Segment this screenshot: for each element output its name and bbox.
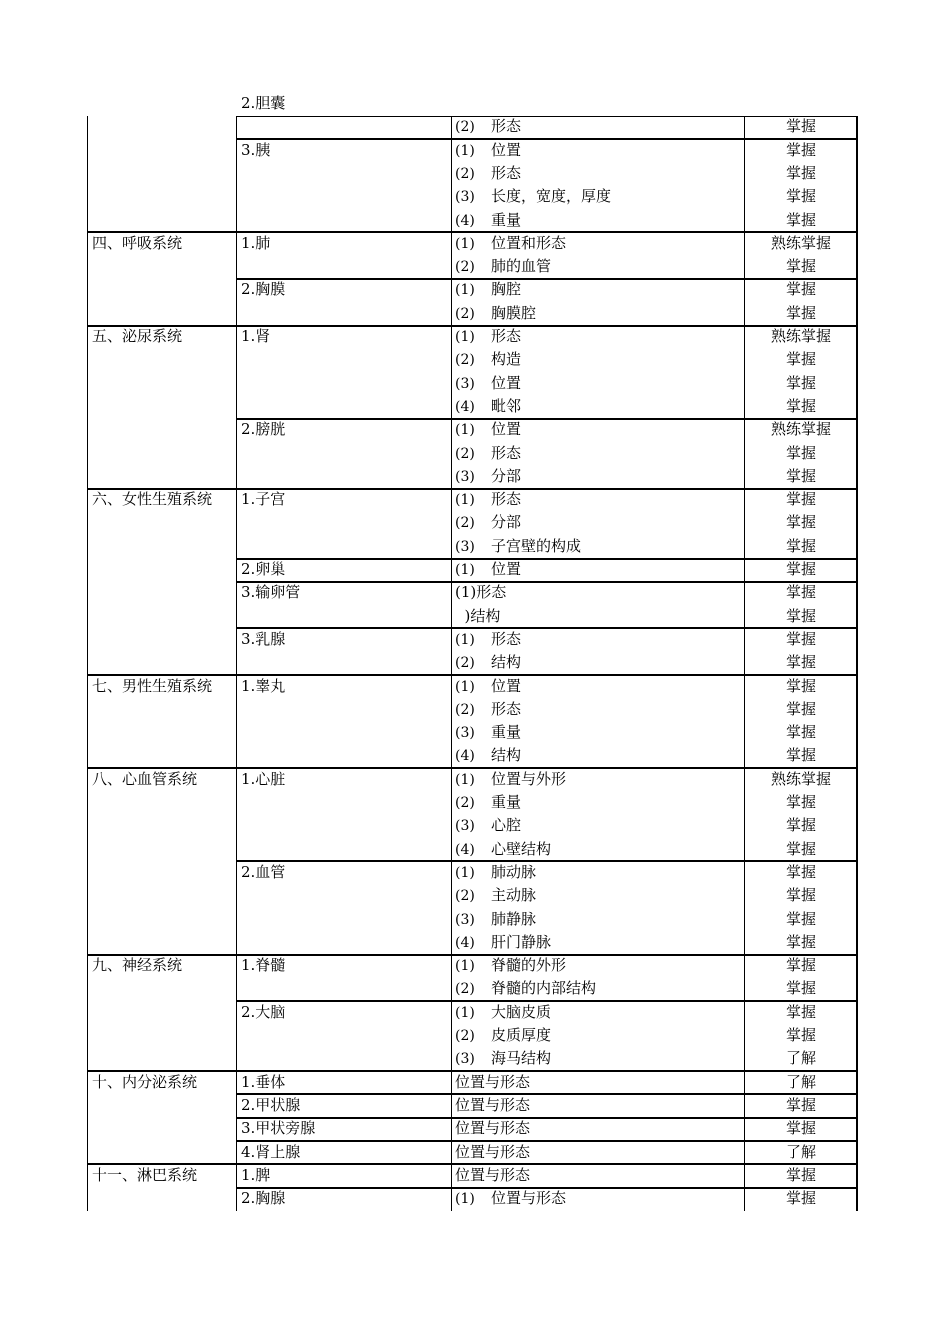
requirement-level: 掌握	[785, 373, 816, 392]
row-rule	[236, 1117, 858, 1119]
organ-label: 1.肾	[241, 327, 271, 345]
column-rule	[451, 116, 452, 1211]
requirement-level: 掌握	[785, 140, 816, 159]
content-item: (4) 毗邻	[455, 396, 522, 415]
content-item: (1) 位置	[455, 676, 522, 695]
requirement-level: 了解	[785, 1072, 816, 1091]
organ-label: 2.卵巢	[241, 560, 286, 578]
organ-label: 1.脾	[241, 1165, 271, 1184]
requirement-level: 掌握	[785, 979, 816, 998]
content-item: (2) 形态	[455, 699, 522, 718]
requirement-level: 掌握	[785, 303, 816, 322]
requirement-level: 掌握	[785, 396, 816, 415]
content-item: (2) 形态	[455, 117, 522, 136]
requirement-level: 掌握	[785, 1189, 816, 1208]
requirement-level: 掌握	[785, 350, 816, 369]
content-item: (2) 形态	[455, 163, 522, 182]
content-item: (1) 形态	[455, 327, 522, 345]
content-item: (2) 胸膜腔	[455, 303, 537, 322]
organ-label: 2.甲状腺	[241, 1095, 301, 1114]
system-label: 十一、淋巴系统	[92, 1165, 198, 1184]
content-item: )结构	[455, 606, 501, 625]
row-rule	[236, 1093, 858, 1095]
requirement-level: 掌握	[785, 117, 816, 136]
requirement-level: 掌握	[785, 210, 816, 229]
requirement-level: 掌握	[785, 583, 816, 602]
requirement-level: 掌握	[785, 490, 816, 509]
content-item: (4) 结构	[455, 746, 522, 765]
requirement-level: 掌握	[785, 1026, 816, 1044]
organ-label: 1.子宫	[241, 490, 286, 509]
content-item: (1) 位置	[455, 560, 522, 578]
requirement-level: 掌握	[785, 746, 816, 765]
organ-label: 1.肺	[241, 233, 271, 252]
organ-label: 2.胸膜	[241, 280, 286, 299]
organ-label: 3.输卵管	[241, 583, 301, 602]
system-label: 八、心血管系统	[92, 769, 198, 788]
column-rule	[236, 116, 237, 1211]
row-rule	[87, 767, 858, 769]
requirement-level: 掌握	[785, 187, 816, 206]
requirement-level: 掌握	[785, 280, 816, 299]
content-item: (1) 位置	[455, 140, 522, 159]
content-item: (3) 重量	[455, 723, 522, 742]
requirement-level: 掌握	[785, 699, 816, 718]
content-item: (2) 分部	[455, 513, 522, 532]
content-item: (1) 肺动脉	[455, 862, 537, 881]
row-rule	[236, 1000, 858, 1002]
row-rule	[236, 418, 858, 420]
requirement-level: 掌握	[785, 676, 816, 695]
requirement-level: 熟练掌握	[770, 420, 831, 439]
organ-label: 3.胰	[241, 140, 271, 159]
content-item: (1) 位置	[455, 420, 522, 439]
organ-label: 3.乳腺	[241, 629, 286, 648]
column-rule	[87, 116, 88, 1211]
organ-label: 2.胆囊	[241, 94, 286, 112]
content-item: (2) 构造	[455, 350, 522, 369]
content-item: (2) 主动脉	[455, 886, 537, 905]
requirement-level: 掌握	[785, 257, 816, 276]
requirement-level: 掌握	[785, 862, 816, 881]
content-item: 位置与形态	[455, 1165, 531, 1184]
content-item: 位置与形态	[455, 1072, 531, 1091]
organ-label: 2.血管	[241, 862, 286, 881]
row-rule	[87, 488, 858, 490]
organ-label: 1.垂体	[241, 1072, 286, 1091]
row-rule	[87, 325, 858, 327]
column-rule	[856, 116, 858, 1211]
system-label: 七、男性生殖系统	[92, 676, 213, 695]
content-item: (1) 形态	[455, 629, 522, 648]
content-item: (2) 皮质厚度	[455, 1026, 552, 1044]
content-item: (1) 位置与形态	[455, 1189, 567, 1208]
requirement-level: 掌握	[785, 513, 816, 532]
content-item: (4) 重量	[455, 210, 522, 229]
row-rule	[236, 116, 858, 117]
requirement-level: 掌握	[785, 932, 816, 951]
requirement-level: 熟练掌握	[770, 327, 831, 345]
content-item: (4) 心壁结构	[455, 839, 552, 858]
system-label: 五、泌尿系统	[92, 327, 183, 345]
content-item: (1) 位置与外形	[455, 769, 567, 788]
content-item: (3) 长度，宽度，厚度	[455, 187, 612, 206]
requirement-level: 熟练掌握	[770, 233, 831, 252]
system-label: 九、神经系统	[92, 956, 183, 975]
content-item: (2) 脊髓的内部结构	[455, 979, 597, 998]
organ-label: 4.肾上腺	[241, 1142, 301, 1161]
requirement-level: 掌握	[785, 1165, 816, 1184]
row-rule	[87, 1070, 858, 1072]
organ-label: 1.心脏	[241, 769, 286, 788]
content-item: (3) 海马结构	[455, 1049, 552, 1068]
organ-label: 2.胸腺	[241, 1189, 286, 1208]
content-item: (4) 肝门静脉	[455, 932, 552, 951]
row-rule	[236, 581, 858, 583]
content-item: (2) 结构	[455, 653, 522, 672]
requirement-level: 掌握	[785, 536, 816, 555]
requirement-level: 了解	[785, 1142, 816, 1161]
requirement-level: 掌握	[785, 606, 816, 625]
content-item: (1) 脊髓的外形	[455, 956, 567, 975]
content-item: 位置与形态	[455, 1095, 531, 1114]
row-rule	[87, 231, 858, 233]
requirement-level: 掌握	[785, 816, 816, 835]
requirement-level: 掌握	[785, 1119, 816, 1138]
row-rule	[87, 674, 858, 676]
requirement-level: 掌握	[785, 163, 816, 182]
content-item: 位置与形态	[455, 1142, 531, 1161]
requirement-level: 掌握	[785, 560, 816, 578]
content-item: (2) 形态	[455, 443, 522, 462]
row-rule	[236, 1187, 858, 1189]
requirement-level: 掌握	[785, 1002, 816, 1021]
requirement-level: 掌握	[785, 653, 816, 672]
requirement-level: 掌握	[785, 466, 816, 485]
content-item: (3) 心腔	[455, 816, 522, 835]
requirement-level: 熟练掌握	[770, 769, 831, 788]
requirement-level: 掌握	[785, 1095, 816, 1114]
content-item: (3) 分部	[455, 466, 522, 485]
organ-label: 1.睾丸	[241, 676, 286, 695]
row-rule	[87, 954, 858, 956]
content-item: (1) 位置和形态	[455, 233, 567, 252]
row-rule	[236, 860, 858, 862]
organ-label: 3.甲状旁腺	[241, 1119, 316, 1138]
content-item: (1) 胸腔	[455, 280, 522, 299]
content-item: (2) 肺的血管	[455, 257, 552, 276]
content-item: (1)形态	[455, 583, 507, 602]
system-label: 四、呼吸系统	[92, 233, 183, 252]
content-item: (3) 子宫壁的构成	[455, 536, 582, 555]
organ-label: 2.膀胱	[241, 420, 286, 439]
system-label: 六、女性生殖系统	[92, 490, 213, 509]
row-rule	[236, 1140, 858, 1142]
requirement-level: 掌握	[785, 629, 816, 648]
row-rule	[236, 278, 858, 280]
requirement-level: 掌握	[785, 723, 816, 742]
organ-label: 1.脊髓	[241, 956, 286, 975]
content-item: (2) 重量	[455, 793, 522, 811]
organ-label: 2.大脑	[241, 1002, 286, 1021]
requirement-level: 掌握	[785, 886, 816, 905]
row-rule	[236, 627, 858, 629]
content-item: (3) 肺静脉	[455, 909, 537, 928]
content-item: (1) 大脑皮质	[455, 1002, 552, 1021]
row-rule	[87, 1163, 858, 1165]
requirement-level: 掌握	[785, 909, 816, 928]
requirement-level: 了解	[785, 1049, 816, 1068]
column-rule	[744, 116, 745, 1211]
requirement-level: 掌握	[785, 839, 816, 858]
requirement-level: 掌握	[785, 956, 816, 975]
requirement-level: 掌握	[785, 793, 816, 811]
row-rule	[236, 138, 858, 140]
row-rule	[236, 558, 858, 560]
system-label: 十、内分泌系统	[92, 1072, 198, 1091]
content-item: 位置与形态	[455, 1119, 531, 1138]
content-item: (3) 位置	[455, 373, 522, 392]
requirement-level: 掌握	[785, 443, 816, 462]
content-item: (1) 形态	[455, 490, 522, 509]
